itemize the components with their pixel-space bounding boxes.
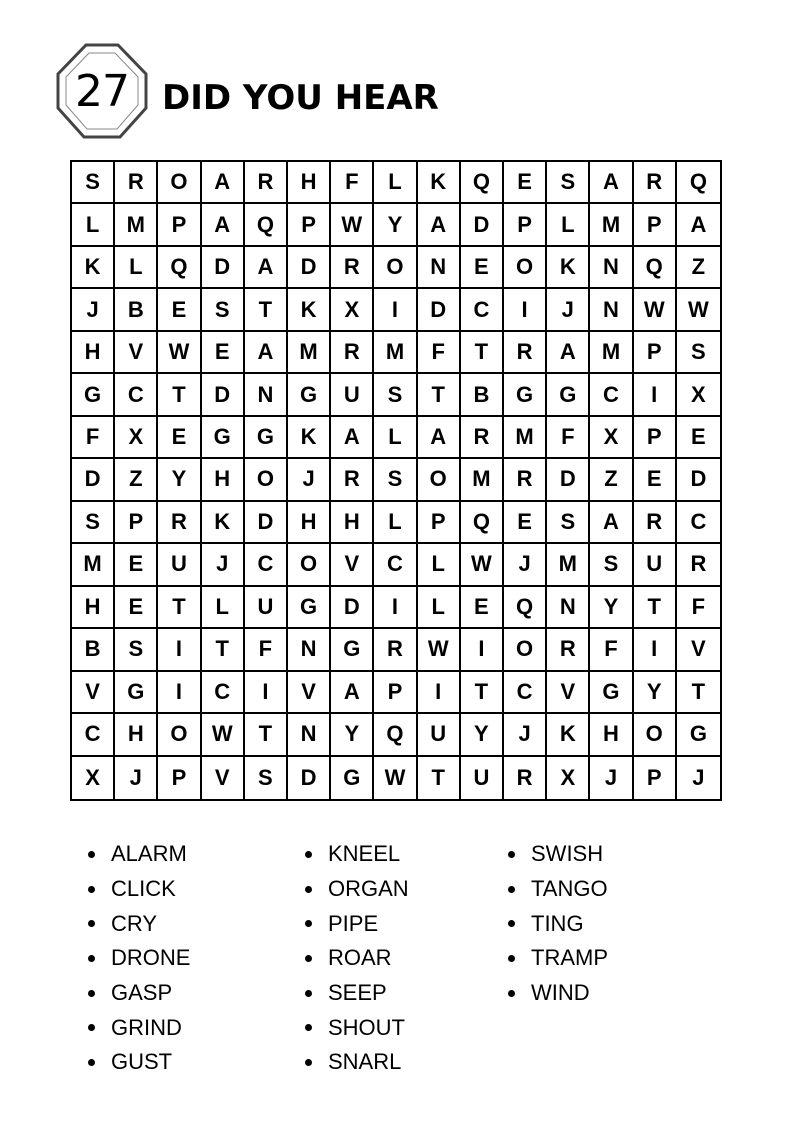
word-label: CLICK [111, 876, 176, 902]
grid-cell[interactable]: Z [115, 459, 158, 501]
grid-cell[interactable]: C [374, 544, 417, 586]
grid-cell[interactable]: Z [590, 459, 633, 501]
word-label: WIND [531, 980, 590, 1006]
grid-cell[interactable]: Y [634, 672, 677, 714]
grid-cell[interactable]: F [418, 332, 461, 374]
grid-cell[interactable]: K [288, 417, 331, 459]
grid-cell[interactable]: R [245, 162, 288, 204]
grid-cell[interactable]: D [202, 374, 245, 416]
grid-cell[interactable]: V [677, 629, 720, 671]
grid-cell[interactable]: S [547, 502, 590, 544]
bullet-icon [508, 851, 515, 858]
grid-cell[interactable]: R [677, 544, 720, 586]
word-list-item [508, 976, 608, 1011]
grid-cell[interactable]: U [461, 757, 504, 799]
grid-cell[interactable]: T [245, 714, 288, 756]
grid-cell[interactable]: K [72, 247, 115, 289]
grid-cell[interactable]: R [374, 629, 417, 671]
grid-cell[interactable]: W [634, 289, 677, 331]
grid-cell[interactable]: J [288, 459, 331, 501]
letter-grid [70, 160, 722, 801]
grid-cell[interactable]: Y [374, 204, 417, 246]
grid-cell[interactable]: P [634, 417, 677, 459]
word-list-item [305, 976, 409, 1011]
bullet-icon [508, 990, 515, 997]
grid-cell[interactable]: O [245, 459, 288, 501]
bullet-icon [88, 1024, 95, 1031]
grid-cell[interactable]: A [245, 332, 288, 374]
grid-cell[interactable]: N [418, 247, 461, 289]
grid-cell[interactable]: G [331, 757, 374, 799]
grid-cell[interactable]: A [547, 332, 590, 374]
grid-cell[interactable]: M [115, 204, 158, 246]
grid-cell[interactable]: R [115, 162, 158, 204]
grid-cell[interactable]: X [547, 757, 590, 799]
word-list-item [88, 906, 190, 941]
grid-cell[interactable]: M [288, 332, 331, 374]
bullet-icon [88, 990, 95, 997]
grid-cell[interactable]: E [504, 502, 547, 544]
grid-cell[interactable]: V [202, 757, 245, 799]
grid-cell[interactable]: C [202, 672, 245, 714]
grid-cell[interactable]: W [461, 544, 504, 586]
grid-cell[interactable]: J [504, 714, 547, 756]
grid-cell[interactable]: L [202, 587, 245, 629]
grid-cell[interactable]: X [590, 417, 633, 459]
grid-cell[interactable]: T [245, 289, 288, 331]
word-label: ROAR [328, 945, 392, 971]
grid-cell[interactable]: R [331, 247, 374, 289]
grid-cell[interactable]: L [418, 544, 461, 586]
grid-cell[interactable]: T [461, 332, 504, 374]
grid-cell[interactable]: G [504, 374, 547, 416]
grid-cell[interactable]: J [692, 764, 705, 790]
grid-cell[interactable]: N [245, 374, 288, 416]
grid-cell[interactable]: Y [461, 714, 504, 756]
grid-cell[interactable]: O [158, 162, 201, 204]
bullet-icon [508, 920, 515, 927]
grid-cell[interactable]: B [115, 289, 158, 331]
word-list-item [508, 941, 608, 976]
grid-cell[interactable]: P [634, 204, 677, 246]
word-label: SNARL [328, 1049, 402, 1075]
grid-cell[interactable]: O [418, 459, 461, 501]
grid-cell[interactable]: S [72, 502, 115, 544]
bullet-icon [508, 955, 515, 962]
grid-cell[interactable]: J [72, 289, 115, 331]
grid-cell[interactable]: O [158, 714, 201, 756]
grid-cell[interactable]: P [158, 204, 201, 246]
grid-cell[interactable]: A [331, 417, 374, 459]
grid-cell[interactable]: I [245, 672, 288, 714]
grid-cell[interactable]: E [158, 289, 201, 331]
grid-cell[interactable]: G [72, 374, 115, 416]
grid-cell[interactable]: Y [158, 459, 201, 501]
grid-cell[interactable]: S [374, 459, 417, 501]
grid-cell[interactable]: A [590, 502, 633, 544]
grid-cell[interactable]: T [677, 672, 720, 714]
grid-cell[interactable]: T [202, 629, 245, 671]
word-list-item [508, 837, 608, 872]
grid-cell[interactable]: P [374, 672, 417, 714]
grid-cell[interactable]: L [115, 247, 158, 289]
grid-cell[interactable]: M [461, 459, 504, 501]
word-list-item [88, 1045, 190, 1080]
grid-cell[interactable]: Q [245, 204, 288, 246]
word-list-item [305, 1045, 409, 1080]
grid-cell[interactable]: W [677, 289, 720, 331]
word-label: DRONE [111, 945, 191, 971]
grid-cell[interactable]: S [547, 162, 590, 204]
grid-cell[interactable]: Q [461, 502, 504, 544]
grid-cell[interactable]: W [202, 714, 245, 756]
grid-cell[interactable]: C [72, 714, 115, 756]
grid-cell[interactable]: I [374, 289, 417, 331]
grid-cell[interactable]: F [72, 417, 115, 459]
grid-cell[interactable]: Y [331, 714, 374, 756]
grid-cell[interactable]: Q [634, 247, 677, 289]
grid-cell[interactable]: K [418, 162, 461, 204]
grid-cell[interactable]: D [547, 459, 590, 501]
word-list-item [508, 906, 608, 941]
grid-cell[interactable]: T [418, 757, 461, 799]
word-list-item [305, 1010, 409, 1045]
grid-cell[interactable]: A [245, 247, 288, 289]
grid-cell[interactable]: C [677, 502, 720, 544]
bullet-icon [508, 886, 515, 893]
grid-cell[interactable]: D [677, 459, 720, 501]
grid-cell[interactable]: E [634, 459, 677, 501]
grid-cell[interactable]: L [418, 587, 461, 629]
bullet-icon [88, 955, 95, 962]
grid-cell[interactable]: V [331, 544, 374, 586]
grid-cell[interactable]: I [158, 629, 201, 671]
grid-cell[interactable]: H [590, 714, 633, 756]
grid-cell[interactable]: R [504, 757, 547, 799]
grid-cell[interactable]: W [158, 332, 201, 374]
grid-cell[interactable]: J [547, 289, 590, 331]
grid-cell[interactable]: F [677, 587, 720, 629]
word-label: GRIND [111, 1014, 182, 1040]
bullet-icon [88, 920, 95, 927]
grid-cell[interactable]: X [72, 757, 115, 799]
grid-cell[interactable]: E [115, 587, 158, 629]
grid-cell[interactable]: R [331, 459, 374, 501]
grid-cell[interactable]: Q [374, 714, 417, 756]
grid-cell[interactable]: S [202, 289, 245, 331]
grid-cell[interactable]: S [677, 332, 720, 374]
word-label: GUST [111, 1049, 173, 1075]
word-list-item [508, 872, 608, 907]
grid-cell[interactable]: D [72, 459, 115, 501]
grid-cell[interactable]: H [72, 587, 115, 629]
grid-cell[interactable]: T [158, 587, 201, 629]
grid-cell[interactable]: G [245, 417, 288, 459]
puzzle-number: 27 [75, 65, 129, 117]
grid-cell[interactable]: R [504, 332, 547, 374]
grid-cell[interactable]: D [418, 289, 461, 331]
grid-cell[interactable]: J [504, 544, 547, 586]
grid-cell[interactable]: L [374, 502, 417, 544]
grid-cell[interactable]: O [634, 714, 677, 756]
grid-cell[interactable]: I [504, 289, 547, 331]
grid-cell[interactable]: R [634, 162, 677, 204]
grid-cell[interactable]: M [590, 204, 633, 246]
grid-cell[interactable]: I [158, 672, 201, 714]
grid-cell[interactable]: L [374, 162, 417, 204]
grid-cell[interactable]: S [590, 544, 633, 586]
word-label: ALARM [111, 841, 187, 867]
word-label: TING [531, 910, 584, 936]
bullet-icon [305, 955, 312, 962]
bullet-icon [305, 1059, 312, 1066]
grid-cell[interactable]: C [115, 374, 158, 416]
grid-cell[interactable]: G [677, 714, 720, 756]
word-label: KNEEL [328, 841, 401, 867]
word-list-item [305, 906, 409, 941]
grid-cell[interactable]: E [461, 247, 504, 289]
grid-cell[interactable]: P [504, 204, 547, 246]
grid-cell[interactable]: D [288, 247, 331, 289]
grid-cell[interactable]: R [504, 459, 547, 501]
grid-cell[interactable]: X [331, 289, 374, 331]
grid-cell[interactable]: O [504, 247, 547, 289]
grid-cell[interactable]: A [331, 672, 374, 714]
grid-cell[interactable]: P [634, 757, 677, 799]
grid-cell[interactable]: I [461, 629, 504, 671]
grid-cell[interactable]: O [374, 247, 417, 289]
grid-cell[interactable]: Z [677, 247, 720, 289]
grid-cell[interactable]: C [590, 374, 633, 416]
grid-cell[interactable]: A [418, 204, 461, 246]
grid-cell[interactable]: A [590, 162, 633, 204]
word-list-item [305, 837, 409, 872]
grid-cell[interactable]: Q [504, 587, 547, 629]
grid-cell[interactable]: E [202, 332, 245, 374]
grid-cell[interactable]: B [72, 629, 115, 671]
grid-cell[interactable]: T [461, 672, 504, 714]
word-label: SHOUT [328, 1014, 405, 1040]
grid-cell[interactable]: S [245, 757, 288, 799]
grid-cell[interactable]: P [418, 502, 461, 544]
grid-cell[interactable]: G [331, 629, 374, 671]
grid-cell[interactable]: R [158, 502, 201, 544]
grid-cell[interactable]: U [418, 714, 461, 756]
grid-cell[interactable]: R [331, 332, 374, 374]
bullet-icon [88, 851, 95, 858]
grid-cell[interactable]: D [288, 757, 331, 799]
grid-cell[interactable]: J [202, 544, 245, 586]
grid-cell[interactable]: H [331, 502, 374, 544]
grid-cell[interactable]: E [504, 162, 547, 204]
grid-cell[interactable]: H [288, 162, 331, 204]
grid-cell[interactable]: N [590, 289, 633, 331]
grid-cell[interactable]: R [461, 417, 504, 459]
puzzle-title: DID YOU HEAR [162, 78, 439, 118]
grid-cell[interactable]: B [461, 374, 504, 416]
grid-cell[interactable]: C [504, 672, 547, 714]
grid-cell[interactable]: Y [590, 587, 633, 629]
grid-cell[interactable]: X [115, 417, 158, 459]
grid-cell[interactable]: E [461, 587, 504, 629]
grid-cell[interactable]: Q [461, 162, 504, 204]
word-list-item [88, 1010, 190, 1045]
word-label: GASP [111, 980, 173, 1006]
grid-cell[interactable]: U [634, 544, 677, 586]
grid-cell[interactable]: E [677, 417, 720, 459]
grid-cell[interactable]: Q [158, 247, 201, 289]
word-label: TANGO [531, 876, 608, 902]
grid-cell[interactable]: M [72, 544, 115, 586]
grid-cell[interactable]: T [418, 374, 461, 416]
word-label: CRY [111, 910, 158, 936]
grid-cell[interactable]: E [158, 417, 201, 459]
grid-cell[interactable]: M [547, 544, 590, 586]
bullet-icon [305, 1024, 312, 1031]
grid-cell[interactable]: D [245, 502, 288, 544]
bullet-icon [305, 990, 312, 997]
grid-cell[interactable]: A [202, 204, 245, 246]
grid-cell[interactable]: L [547, 204, 590, 246]
grid-cell[interactable]: P [158, 757, 201, 799]
bullet-icon [88, 1059, 95, 1066]
grid-cell[interactable]: A [202, 162, 245, 204]
grid-cell[interactable]: X [677, 374, 720, 416]
grid-cell[interactable]: G [288, 374, 331, 416]
bullet-icon [305, 920, 312, 927]
grid-cell[interactable]: M [590, 332, 633, 374]
grid-cell[interactable]: E [115, 544, 158, 586]
grid-cell[interactable]: F [590, 629, 633, 671]
word-label: SEEP [328, 980, 387, 1006]
grid-cell[interactable]: V [288, 672, 331, 714]
word-list-column-3 [508, 837, 608, 1010]
grid-cell[interactable]: J [590, 757, 633, 799]
word-list-item [88, 941, 190, 976]
grid-cell[interactable]: P [288, 204, 331, 246]
grid-cell[interactable]: L [72, 204, 115, 246]
grid-cell[interactable]: A [418, 417, 461, 459]
grid-cell[interactable]: C [461, 289, 504, 331]
grid-cell[interactable]: N [547, 587, 590, 629]
grid-cell[interactable]: K [547, 247, 590, 289]
grid-cell[interactable]: S [115, 629, 158, 671]
grid-cell[interactable]: K [288, 289, 331, 331]
grid-cell[interactable]: V [547, 672, 590, 714]
grid-cell[interactable]: V [115, 332, 158, 374]
word-list-column-2 [305, 837, 409, 1080]
grid-cell[interactable]: N [288, 714, 331, 756]
grid-cell[interactable]: Q [677, 162, 720, 204]
word-label: ORGAN [328, 876, 409, 902]
word-list-item [305, 872, 409, 907]
grid-cell[interactable]: D [331, 587, 374, 629]
grid-cell[interactable]: G [590, 672, 633, 714]
grid-cell[interactable]: W [418, 629, 461, 671]
grid-cell[interactable]: R [634, 502, 677, 544]
word-list-item [88, 837, 190, 872]
grid-cell[interactable]: U [331, 374, 374, 416]
grid-cell[interactable]: O [288, 544, 331, 586]
grid-cell[interactable]: F [331, 162, 374, 204]
grid-cell[interactable]: M [374, 332, 417, 374]
grid-cell[interactable]: F [547, 417, 590, 459]
grid-cell[interactable]: F [245, 629, 288, 671]
grid-cell[interactable]: T [158, 374, 201, 416]
grid-cell[interactable]: H [72, 332, 115, 374]
grid-cell[interactable]: N [288, 629, 331, 671]
grid-cell[interactable]: V [72, 672, 115, 714]
grid-cell[interactable]: H [202, 459, 245, 501]
grid-cell[interactable]: H [288, 502, 331, 544]
grid-cell[interactable]: D [202, 247, 245, 289]
grid-cell[interactable]: A [677, 204, 720, 246]
grid-cell[interactable]: U [245, 587, 288, 629]
grid-cell[interactable]: R [547, 629, 590, 671]
grid-cell[interactable]: I [418, 672, 461, 714]
word-label: SWISH [531, 841, 604, 867]
grid-cell[interactable]: O [504, 629, 547, 671]
grid-cell[interactable]: G [202, 417, 245, 459]
grid-cell[interactable]: G [115, 672, 158, 714]
grid-cell[interactable]: J [115, 757, 158, 799]
word-list-column-1 [88, 837, 190, 1080]
grid-cell[interactable]: I [374, 587, 417, 629]
word-label: TRAMP [531, 945, 608, 971]
word-list-item [88, 976, 190, 1011]
word-list-item [305, 941, 409, 976]
grid-cell[interactable]: K [547, 714, 590, 756]
grid-cell[interactable]: P [115, 502, 158, 544]
grid-cell[interactable]: S [72, 162, 115, 204]
grid-cell[interactable]: M [504, 417, 547, 459]
grid-cell[interactable]: I [634, 629, 677, 671]
grid-cell[interactable]: G [288, 587, 331, 629]
grid-cell[interactable]: C [245, 544, 288, 586]
grid-cell[interactable]: T [634, 587, 677, 629]
grid-cell[interactable]: G [547, 374, 590, 416]
grid-cell[interactable]: W [374, 757, 417, 799]
bullet-icon [88, 886, 95, 893]
grid-cell[interactable]: N [590, 247, 633, 289]
grid-cell[interactable]: U [158, 544, 201, 586]
word-list-item [88, 872, 190, 907]
bullet-icon [305, 851, 312, 858]
grid-cell[interactable]: W [331, 204, 374, 246]
grid-cell[interactable]: K [202, 502, 245, 544]
grid-cell[interactable]: L [374, 417, 417, 459]
grid-cell[interactable]: I [634, 374, 677, 416]
grid-cell[interactable]: S [374, 374, 417, 416]
grid-cell[interactable]: H [115, 714, 158, 756]
grid-cell[interactable]: D [461, 204, 504, 246]
word-label: PIPE [328, 910, 379, 936]
grid-cell[interactable]: P [634, 332, 677, 374]
bullet-icon [305, 886, 312, 893]
